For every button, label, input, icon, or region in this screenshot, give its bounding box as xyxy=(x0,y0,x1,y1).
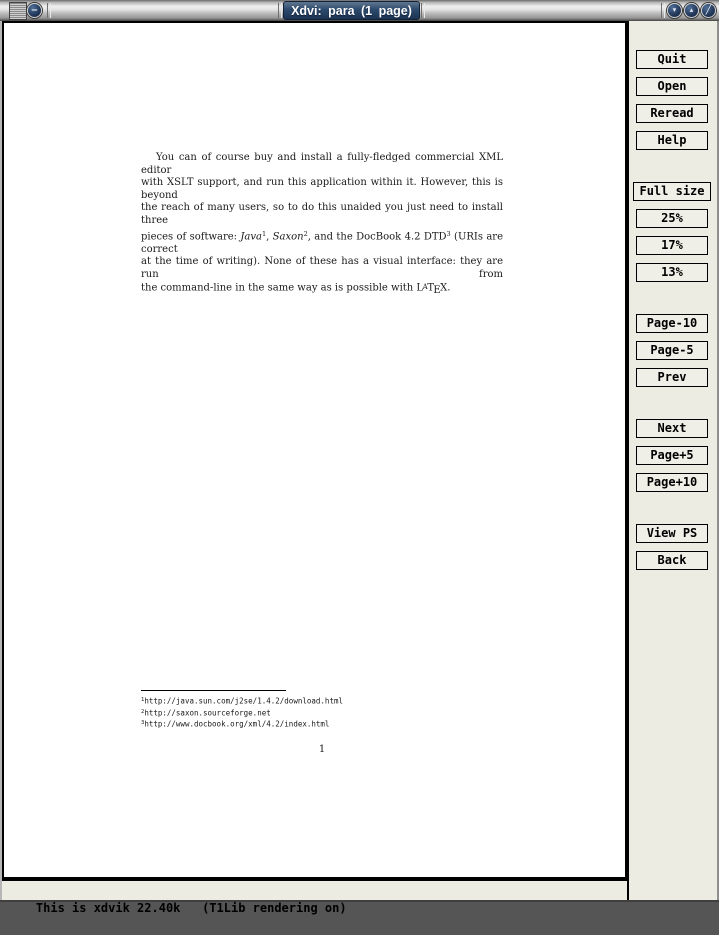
window-menu-icon: – xyxy=(31,5,38,16)
paragraph-line: the command-line in the same way as is possible with LATEX. xyxy=(141,282,451,296)
page-plus-5-button[interactable]: Page+5 xyxy=(636,446,708,465)
page-number: 1 xyxy=(318,744,326,755)
titlebar-groove xyxy=(47,3,51,18)
prev-button[interactable]: Prev xyxy=(636,368,708,387)
footnote-url: http://www.docbook.org/xml/4.2/index.html xyxy=(144,719,330,729)
footnote xyxy=(141,695,503,707)
footnote-marker: 1 xyxy=(141,697,145,703)
zoom-25-button[interactable]: 25% xyxy=(636,209,708,228)
window-maximize-button[interactable] xyxy=(684,3,699,18)
chevron-down-icon: ▾ xyxy=(671,5,678,16)
status-bar xyxy=(2,879,627,915)
full-size-button[interactable]: Full size xyxy=(633,182,711,201)
paragraph-line: pieces of software: Java$^1$, Saxon$^2$, and the DocBook 4.2 DTD$^3$ (URIs are correct xyxy=(141,229,503,255)
sidebar xyxy=(627,21,717,900)
footnotes xyxy=(141,695,503,730)
zoom-17-button[interactable]: 17% xyxy=(636,236,708,255)
paragraph-line: at the time of writing). None of these has a visual interface: they are run from xyxy=(141,256,503,280)
open-button[interactable]: Open xyxy=(636,77,708,96)
window-title: Xdvi: para (1 page) xyxy=(291,3,412,18)
help-button[interactable]: Help xyxy=(636,131,708,150)
next-button[interactable]: Next xyxy=(636,419,708,438)
paragraph-line: with XSLT support, and run this application within it. However, this is beyond xyxy=(141,177,503,201)
view-ps-button[interactable]: View PS xyxy=(636,524,708,543)
back-button[interactable]: Back xyxy=(636,551,708,570)
window-menu-button[interactable] xyxy=(27,3,42,18)
page-minus-5-button[interactable]: Page-5 xyxy=(636,341,708,360)
titlebar-groove xyxy=(661,3,665,18)
footnote-marker: 2 xyxy=(141,708,145,715)
footnote-marker: 3 xyxy=(141,720,145,726)
reread-button[interactable]: Reread xyxy=(636,104,708,123)
paragraph-line: the reach of many users, so to do this unaided you just need to install three xyxy=(141,202,503,226)
title-capsule xyxy=(283,1,420,20)
titlebar[interactable] xyxy=(0,0,719,21)
quit-button[interactable]: Quit xyxy=(636,50,708,69)
window-shade-button[interactable] xyxy=(667,3,682,18)
page-minus-10-button[interactable]: Page-10 xyxy=(636,314,708,333)
page-plus-10-button[interactable]: Page+10 xyxy=(636,473,708,492)
footnote-rule xyxy=(141,690,286,691)
paragraph-line: You can of course buy and install a fully-fledged commercial XML editor xyxy=(141,152,503,176)
chevron-up-icon: ▴ xyxy=(688,5,695,16)
titlebar-groove xyxy=(278,3,282,18)
xdvi-app-icon xyxy=(9,2,27,20)
footnote-url: http://java.sun.com/j2se/1.4.2/download.html xyxy=(144,696,343,706)
footnote xyxy=(141,707,503,719)
footnote-block xyxy=(141,690,503,730)
titlebar-groove xyxy=(421,3,425,18)
window-close-button[interactable] xyxy=(701,3,716,18)
close-icon: ╱ xyxy=(705,5,712,16)
footnote-url: http://saxon.sourceforge.net xyxy=(144,708,271,717)
status-text: This is xdvik 22.40k (T1Lib rendering on) xyxy=(35,901,347,915)
footnote xyxy=(141,718,503,730)
paragraph xyxy=(141,152,503,298)
zoom-13-button[interactable]: 13% xyxy=(636,263,708,282)
dvi-page-viewport[interactable] xyxy=(2,21,627,879)
